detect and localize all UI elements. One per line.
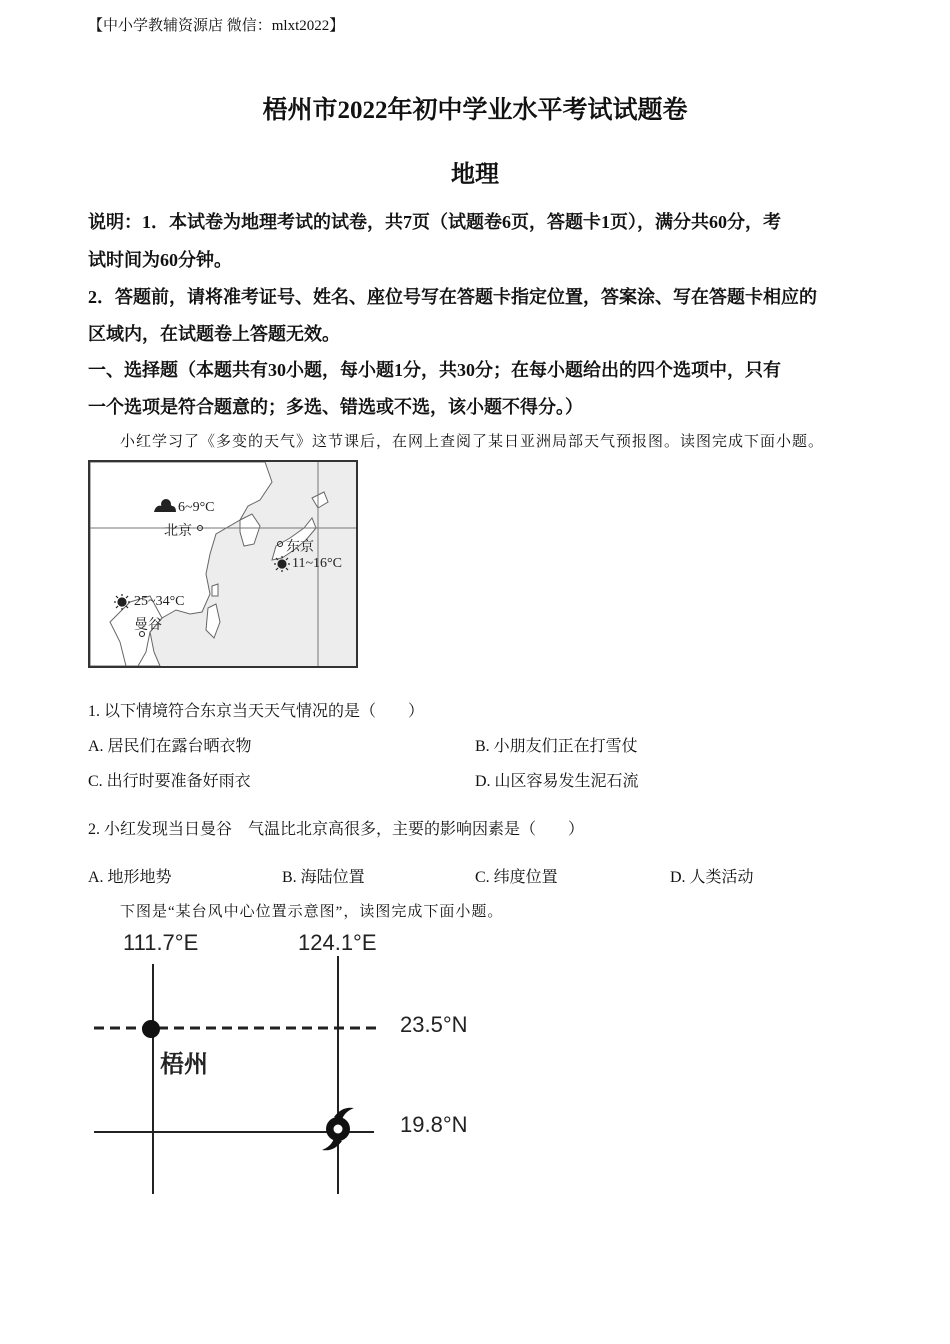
question-1-option-d[interactable]: D. 山区容易发生泥石流 <box>475 773 639 790</box>
question-2-option-c[interactable]: C. 纬度位置 <box>475 869 558 886</box>
weather-forecast-map <box>88 460 358 668</box>
tokyo-label: 东京 <box>286 540 314 555</box>
longitude-label-2: 124.1°E <box>298 930 377 955</box>
land-taiwan <box>212 584 218 596</box>
question-1-option-a[interactable]: A. 居民们在露台晒衣物 <box>88 738 252 755</box>
latitude-label-2: 19.8°N <box>400 1112 468 1137</box>
wuzhou-label: 梧州 <box>160 1052 208 1078</box>
group1-intro: 小红学习了《多变的天气》这节课后，在网上查阅了某日亚洲局部天气预报图。读图完成下面小题。 <box>120 434 825 450</box>
beijing-temp: 6~9°C <box>178 500 215 515</box>
watermark: 【中小学教辅资源店 微信：mlxt2022】 <box>88 18 345 34</box>
longitude-label-1: 111.7°E <box>123 930 199 955</box>
section-heading-2: 一个选项是符合题意的；多选、错选或不选，该小题不得分。） <box>88 397 583 417</box>
bangkok-label: 曼谷 <box>134 618 162 633</box>
question-2-option-d[interactable]: D. 人类活动 <box>670 869 754 886</box>
exam-subject: 地理 <box>451 162 499 188</box>
question-2-option-a[interactable]: A. 地形地势 <box>88 869 172 886</box>
question-1-option-c[interactable]: C. 出行时要准备好雨衣 <box>88 773 251 790</box>
typhoon-position-figure <box>88 926 508 1206</box>
section-heading-1: 一、选择题（本题共有30小题，每小题1分，共30分；在每小题给出的四个选项中，只有 <box>88 360 781 380</box>
typhoon-icon <box>322 1108 354 1151</box>
land-philippines <box>206 604 220 638</box>
note-line-2: 试时间为60分钟。 <box>88 250 232 270</box>
beijing-label: 北京 <box>164 524 192 539</box>
typhoon-figure-svg <box>88 926 508 1206</box>
exam-title: 梧州市2022年初中学业水平考试试题卷 <box>262 97 688 124</box>
land-hokkaido <box>312 492 328 508</box>
note-line-1: 说明：1．本试卷为地理考试的试卷，共7页（试题卷6页，答题卡1页），满分共60分，考 <box>88 212 781 232</box>
question-2-option-b[interactable]: B. 海陆位置 <box>282 869 365 886</box>
tokyo-temp: 11~16°C <box>292 556 342 571</box>
question-1-option-b[interactable]: B. 小朋友们正在打雪仗 <box>475 738 638 755</box>
bangkok-temp: 25~34°C <box>134 594 185 609</box>
note-line-3: 2．答题前，请将准考证号、姓名、座位号写在答题卡指定位置，答案涂、写在答题卡相应的 <box>88 287 817 307</box>
question-2-stem: 2. 小红发现当日曼谷 气温比北京高很多，主要的影响因素是（ ） <box>88 821 585 838</box>
question-1-stem: 1. 以下情境符合东京当天天气情况的是（ ） <box>88 703 425 720</box>
latitude-label-1: 23.5°N <box>400 1012 468 1037</box>
group2-intro: 下图是“某台风中心位置示意图”，读图完成下面小题。 <box>120 904 504 920</box>
note-line-4: 区域内，在试题卷上答题无效。 <box>88 324 340 344</box>
wuzhou-point <box>142 1020 160 1038</box>
land-korea <box>240 514 260 546</box>
